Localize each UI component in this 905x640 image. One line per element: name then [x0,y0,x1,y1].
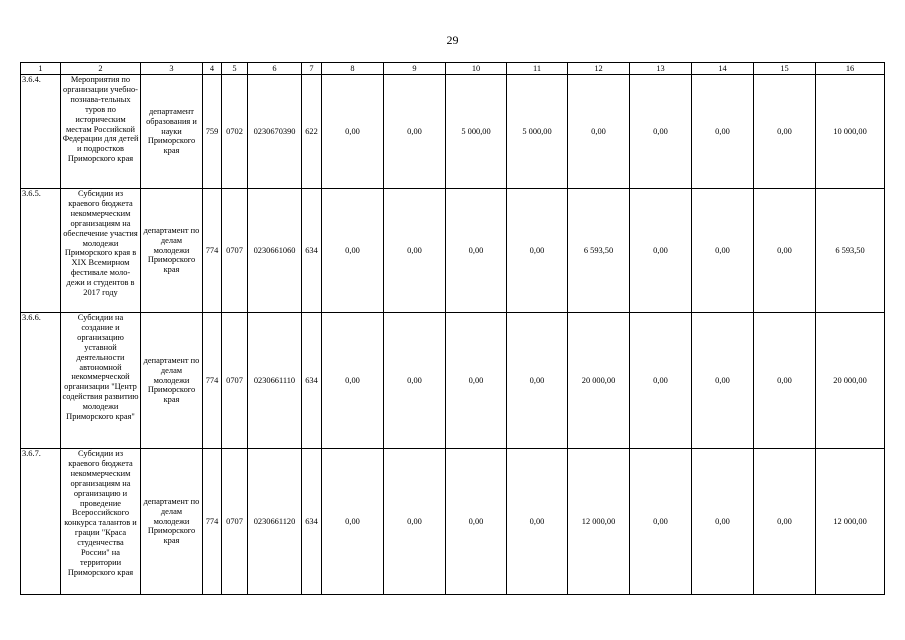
value-cell: 0,00 [384,313,446,449]
value-cell: 0,00 [322,313,384,449]
value-cell: 0,00 [507,313,568,449]
column-header: 15 [754,63,816,75]
value-cell: 20 000,00 [816,313,885,449]
value-cell: 6 593,50 [816,189,885,313]
column-header: 8 [322,63,384,75]
value-cell: 0,00 [446,189,507,313]
value-cell: 0,00 [692,189,754,313]
event-name: Субсидии из краевого бюджета некоммерческим организациям на обеспечение участия молодежи Приморского края в XIX Всемирном фестивале моло-дежи и студентов в 2017 году [61,189,141,313]
value-cell: 12 000,00 [568,449,630,595]
code-cell: 774 [203,449,222,595]
column-header: 3 [141,63,203,75]
value-cell: 0,00 [568,75,630,189]
code-cell: 774 [203,313,222,449]
code-cell: 774 [203,189,222,313]
column-header: 9 [384,63,446,75]
column-header: 10 [446,63,507,75]
column-header: 13 [630,63,692,75]
table-row [21,189,885,313]
value-cell: 0,00 [692,75,754,189]
column-header: 1 [21,63,61,75]
code-cell: 622 [302,75,322,189]
value-cell: 0,00 [384,189,446,313]
column-header: 16 [816,63,885,75]
value-cell: 0,00 [630,449,692,595]
column-header: 14 [692,63,754,75]
table-row [21,75,885,189]
value-cell: 0,00 [446,449,507,595]
code-cell: 0230661120 [248,449,302,595]
code-cell: 0707 [222,189,248,313]
value-cell: 5 000,00 [446,75,507,189]
row-number: 3.6.6. [21,313,61,449]
value-cell: 0,00 [384,449,446,595]
value-cell: 20 000,00 [568,313,630,449]
value-cell: 0,00 [322,75,384,189]
value-cell: 0,00 [322,189,384,313]
event-name: Субсидии на создание и организацию уставной деятельности автономной некоммерческой организации "Центр содействия развитию молодежи Приморского края" [61,313,141,449]
code-cell: 0702 [222,75,248,189]
department: департамент по делам молодежи Приморского края [141,449,203,595]
value-cell: 0,00 [754,449,816,595]
value-cell: 0,00 [692,449,754,595]
column-header: 11 [507,63,568,75]
value-cell: 0,00 [630,75,692,189]
header-row [21,63,885,75]
value-cell: 12 000,00 [816,449,885,595]
value-cell: 0,00 [322,449,384,595]
event-name: Мероприятия по организации учебно-познава-тельных туров по историческим местам Российской Федерации для детей и подростков Приморского края [61,75,141,189]
department: департамент образования и науки Приморского края [141,75,203,189]
code-cell: 634 [302,449,322,595]
column-header: 4 [203,63,222,75]
code-cell: 0230670390 [248,75,302,189]
event-name: Субсидии из краевого бюджета некоммерческим организациям на организацию и проведение Всероссийского конкурса талантов и грации "Краса студенчества России" на территории Приморского края [61,449,141,595]
column-header: 7 [302,63,322,75]
code-cell: 759 [203,75,222,189]
value-cell: 0,00 [754,189,816,313]
row-number: 3.6.4. [21,75,61,189]
code-cell: 0707 [222,449,248,595]
code-cell: 0230661060 [248,189,302,313]
code-cell: 634 [302,189,322,313]
value-cell: 0,00 [754,75,816,189]
column-header: 2 [61,63,141,75]
value-cell: 0,00 [507,189,568,313]
page-number: 29 [446,33,459,47]
row-number: 3.6.7. [21,449,61,595]
value-cell: 6 593,50 [568,189,630,313]
department: департамент по делам молодежи Приморского края [141,313,203,449]
value-cell: 0,00 [384,75,446,189]
value-cell: 10 000,00 [816,75,885,189]
column-header: 5 [222,63,248,75]
column-header: 12 [568,63,630,75]
code-cell: 0707 [222,313,248,449]
value-cell: 0,00 [507,449,568,595]
value-cell: 0,00 [692,313,754,449]
code-cell: 0230661110 [248,313,302,449]
value-cell: 0,00 [446,313,507,449]
budget-table [20,62,885,595]
department: департамент по делам молодежи Приморского края [141,189,203,313]
value-cell: 0,00 [630,313,692,449]
value-cell: 0,00 [630,189,692,313]
code-cell: 634 [302,313,322,449]
value-cell: 0,00 [754,313,816,449]
value-cell: 5 000,00 [507,75,568,189]
table-row [21,449,885,595]
column-header: 6 [248,63,302,75]
row-number: 3.6.5. [21,189,61,313]
table-row [21,313,885,449]
